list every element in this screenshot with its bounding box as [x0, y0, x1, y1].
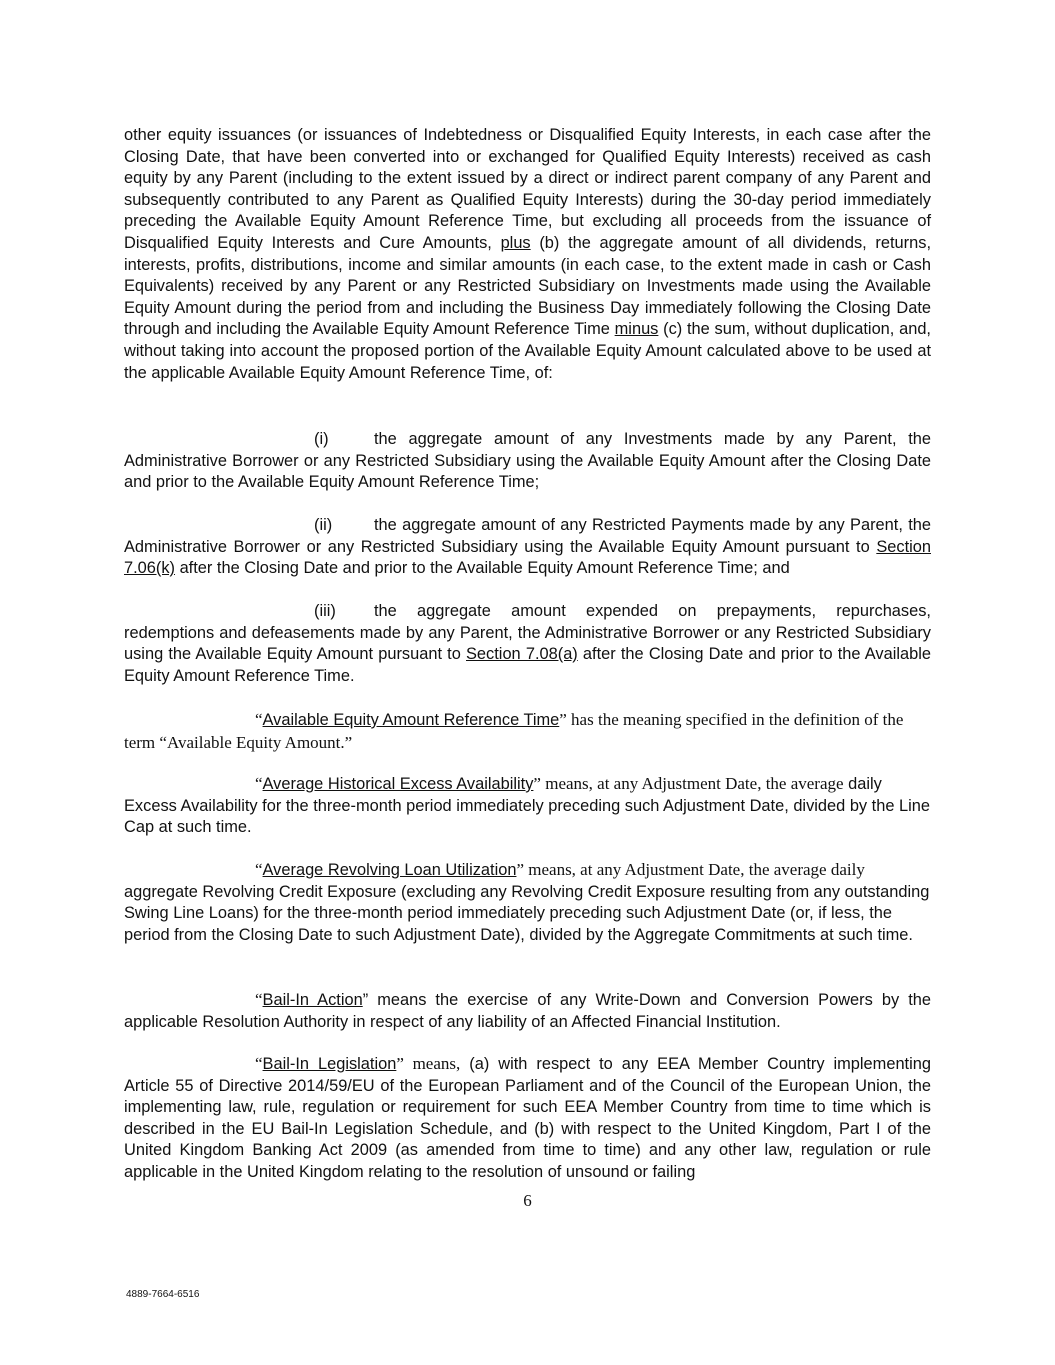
definition-text: ” means the exercise of any Write-Down and Conversion Powers by the applicable Resolution Authority in respect of any liability of an Affected Financial Institution.	[124, 991, 931, 1031]
defined-term: Bail-In Action	[262, 991, 363, 1009]
definition-bail-in-legislation	[124, 1053, 931, 1184]
definition-text: daily Excess Availability for the three-month period immediately preceding such Adjustment Date, divided by the Line Cap at such time.	[124, 775, 931, 837]
section-reference: Section 7.06(k)	[124, 537, 931, 578]
clause-number: (ii)	[314, 516, 333, 534]
definition-text: (a) with respect to any EEA Member Country implementing Article 55 of Directive 2014/59/EU of the European Parliament and of the Council of the European Union, the implementing law, rule, regulation or requirement for such EEA Member Country from time to time which is described in the EU Bail-In Legislation Schedule, and (b) with respect to the United Kingdom, Part I of the United Kingdom Banking Act 2009 (as amended from time to time) and any other law, regulation or rule applicable in the United Kingdom relating to the resolution of unsound or failing	[124, 1055, 931, 1181]
defined-term: Average Historical Excess Availability	[262, 775, 534, 793]
definition-text: ” means, at any Adjustment Date, the average daily	[516, 860, 865, 879]
open-quote: “	[255, 710, 263, 729]
definition-average-excess-availability	[124, 773, 931, 839]
defined-term: Available Equity Amount Reference Time	[262, 711, 560, 729]
definition-average-revolving-loan-utilization	[124, 859, 931, 946]
paragraph-text: (c) the sum, without duplication, and, without taking into account the proposed portion of the Available Equity Amount calculated above to be used at the applicable Available Equity Amount Reference Time, of:	[124, 320, 931, 382]
clause-text: the aggregate amount expended on prepayments, repurchases, redemptions and defeasements made by any Parent, the Administrative Borrower or any Restricted Subsidiary using the Available Equity Amount pursuant to	[124, 602, 931, 664]
definition-text: ” means, at any Adjustment Date, the average	[533, 774, 844, 793]
open-quote: “	[255, 1054, 263, 1073]
clause-text: the aggregate amount of any Restricted Payments made by any Parent, the Administrative Borrower or any Restricted Subsidiary using the Available Equity Amount pursuant to	[124, 516, 931, 556]
defined-term: Average Revolving Loan Utilization	[262, 861, 517, 879]
clause-number: (i)	[314, 430, 329, 448]
definition-text: ” has the meaning specified in the definition of the term “Available Equity Amount.”	[124, 710, 904, 752]
page-number: 6	[523, 1191, 532, 1210]
paragraph-text: (b) the aggregate amount of all dividends, returns, interests, profits, distributions, income and similar amounts (in each case, to the extent made in cash or Cash Equivalents) received by any Parent or any Restricted Subsidiary on Investments made using the Available Equity Amount during the period from and including the Business Day immediately following the Closing Date through and including the Available Equity Amount Reference Time	[124, 233, 931, 339]
available-equity-continuation-paragraph	[124, 125, 931, 384]
plus-term: plus	[500, 233, 531, 252]
paragraph-text: other equity issuances (or issuances of Indebtedness or Disqualified Equity Interests, in each case after the Closing Date, that have been converted into or exchanged for Qualified Equity Interests) received as cash equity by any Parent (including to the extent issued by a direct or indirect parent company of any Parent and subsequently contributed to any Parent as Qualified Equity Interests) during the 30-day period immediately preceding the Available Equity Amount Reference Time, but excluding all proceeds from the issuance of Disqualified Equity Interests and Cure Amounts,	[124, 126, 931, 252]
clause-number: (iii)	[314, 602, 336, 620]
clause-text: after the Closing Date and prior to the Available Equity Amount Reference Time.	[124, 645, 931, 685]
clause-iii-paragraph	[124, 601, 931, 687]
definition-bail-in-action	[124, 989, 931, 1033]
definition-text: ” means,	[396, 1054, 461, 1073]
section-reference: Section 7.08(a)	[466, 645, 578, 664]
open-quote: “	[255, 860, 263, 879]
open-quote: “	[255, 774, 263, 793]
clause-ii-paragraph	[124, 515, 931, 580]
minus-term: minus	[614, 320, 659, 339]
defined-term: Bail-In Legislation	[262, 1055, 397, 1073]
document-id: 4889-7664-6516	[126, 1289, 200, 1300]
definition-reference-time	[124, 709, 931, 754]
definition-text: aggregate Revolving Credit Exposure (excluding any Revolving Credit Exposure resulting from any outstanding Swing Line Loans) for the three-month period immediately preceding such Adjustment Date (or, if less, the period from the Closing Date to such Adjustment Date), divided by the Aggregate Commitments at such time.	[124, 882, 930, 944]
clause-text: after the Closing Date and prior to the Available Equity Amount Reference Time; and	[175, 559, 790, 578]
open-quote: “	[255, 990, 263, 1009]
clause-i-paragraph	[124, 429, 931, 494]
clause-text: the aggregate amount of any Investments made by any Parent, the Administrative Borrower or any Restricted Subsidiary using the Available Equity Amount after the Closing Date and prior to the Available Equity Amount Reference Time;	[124, 430, 931, 492]
